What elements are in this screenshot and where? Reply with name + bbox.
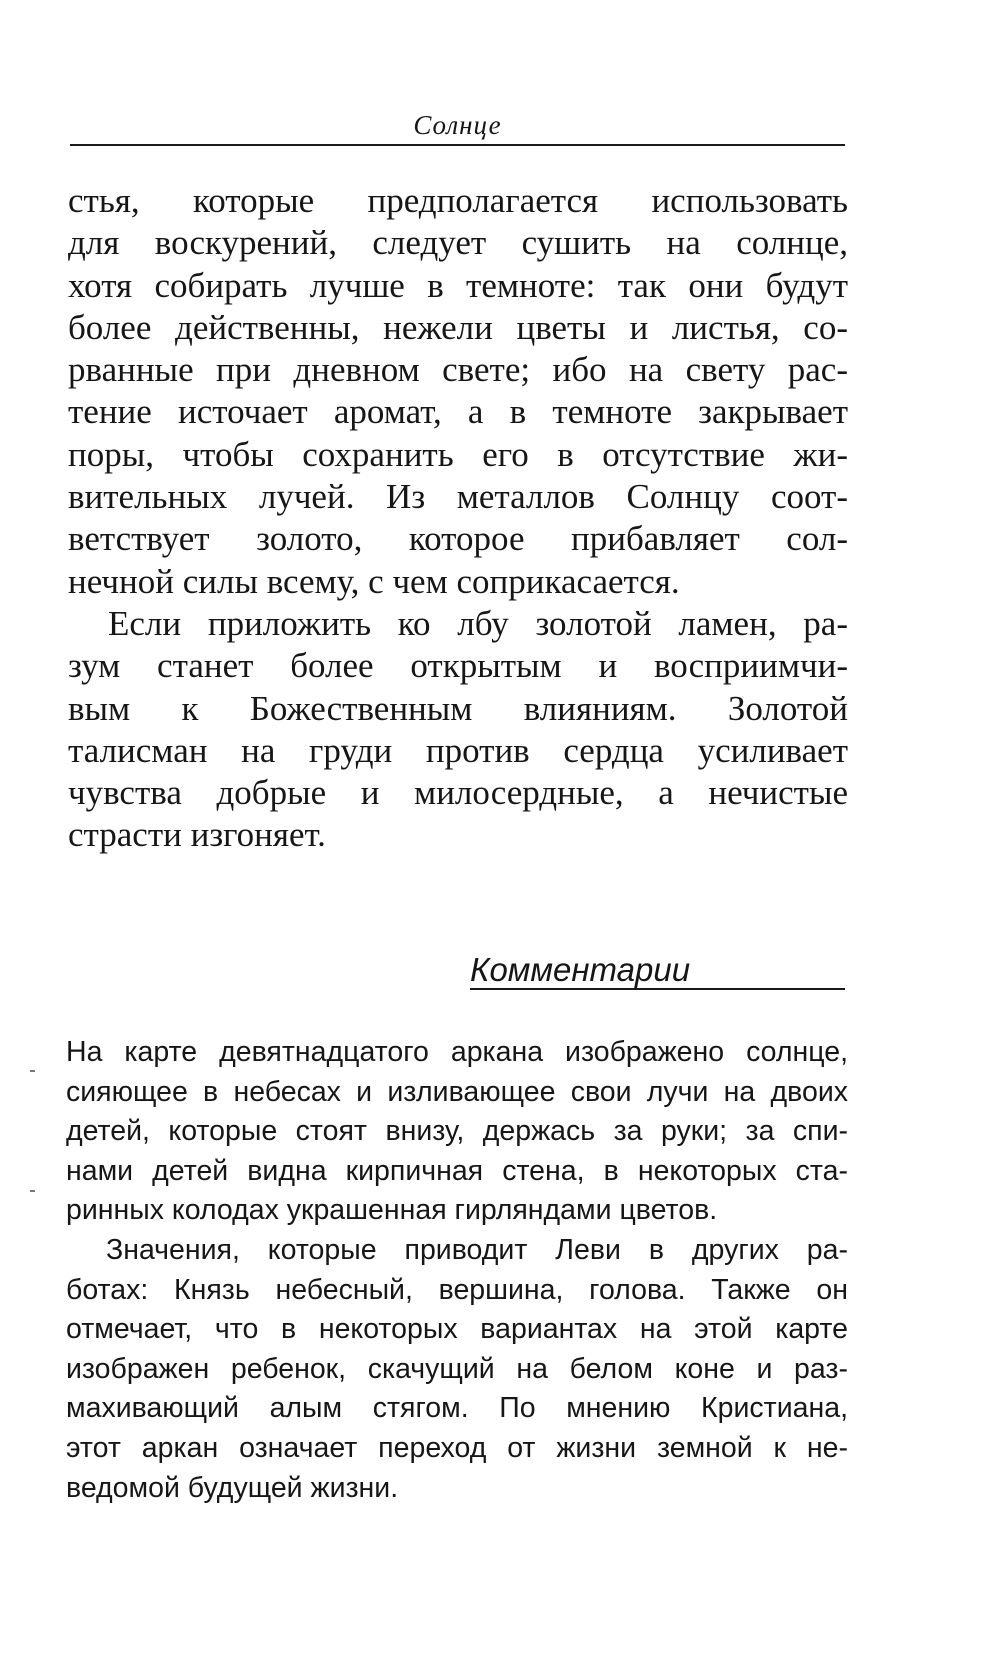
- text-line: зум станет более открытым и восприимчи-: [68, 646, 848, 686]
- running-head-rule: [70, 144, 845, 146]
- comments-text: [66, 1033, 848, 1508]
- main-paragraph-1: [68, 180, 848, 603]
- text-line: Значения, которые приводит Леви в других ра-: [106, 1233, 848, 1266]
- text-line: вительных лучей. Из металлов Солнцу соот-: [68, 477, 848, 517]
- text-line: Если приложить ко лбу золотой ламен, ра-: [108, 603, 848, 643]
- text-line: детей, которые стоят внизу, держась за руки; за спи-: [66, 1115, 848, 1148]
- text-line: ринных колодах украшенная гирляндами цветов.: [66, 1194, 718, 1227]
- text-line: нечной силы всему, с чем соприкасается.: [68, 561, 680, 601]
- text-line: На карте девятнадцатого аркана изображено солнце,: [66, 1036, 848, 1068]
- text-line: поры, чтобы сохранить его в отсутствие жи-: [68, 434, 848, 474]
- comments-paragraph-1: [66, 1033, 848, 1231]
- margin-scan-mark: [30, 1190, 35, 1192]
- text-line: нами детей видна кирпичная стена, в некоторых ста-: [66, 1154, 848, 1187]
- text-line: ведомой будущей жизни.: [66, 1471, 399, 1504]
- running-head: Солнце: [413, 110, 502, 140]
- text-line: ветствует золото, которое прибавляет сол-: [68, 519, 848, 559]
- text-line: для воскурений, следует сушить на солнце,: [68, 223, 848, 263]
- text-line: рванные при дневном свете; ибо на свету рас-: [68, 350, 848, 390]
- text-line: более действенны, нежели цветы и листья, со-: [68, 307, 848, 347]
- text-line: талисман на груди против сердца усиливает: [68, 730, 848, 770]
- text-line: этот аркан означает переход от жизни земной к не-: [66, 1431, 848, 1464]
- text-line: страсти изгоняет.: [68, 815, 326, 855]
- text-line: стья, которые предполагается использовать: [68, 181, 848, 220]
- text-line: вым к Божественным влияниям. Золотой: [68, 688, 848, 728]
- text-line: сияющее в небесах и изливающее свои лучи на двоих: [66, 1075, 848, 1108]
- comments-paragraph-2: [66, 1231, 848, 1508]
- main-text: [68, 180, 848, 857]
- main-paragraph-2: [68, 603, 848, 857]
- text-line: хотя собирать лучше в темноте: так они будут: [68, 265, 848, 305]
- text-line: тение источает аромат, а в темноте закрывает: [68, 392, 848, 432]
- comments-heading-rule: [470, 988, 845, 990]
- text-line: изображен ребенок, скачущий на белом коне и раз-: [66, 1352, 848, 1385]
- text-line: махивающий алым стягом. По мнению Кристиана,: [66, 1392, 848, 1425]
- margin-scan-mark: [30, 1070, 35, 1072]
- text-line: ботах: Князь небесный, вершина, голова. Также он: [66, 1273, 848, 1306]
- text-line: отмечает, что в некоторых вариантах на этой карте: [66, 1313, 848, 1346]
- comments-heading: Комментарии: [470, 951, 691, 988]
- text-line: чувства добрые и милосердные, а нечистые: [68, 773, 848, 813]
